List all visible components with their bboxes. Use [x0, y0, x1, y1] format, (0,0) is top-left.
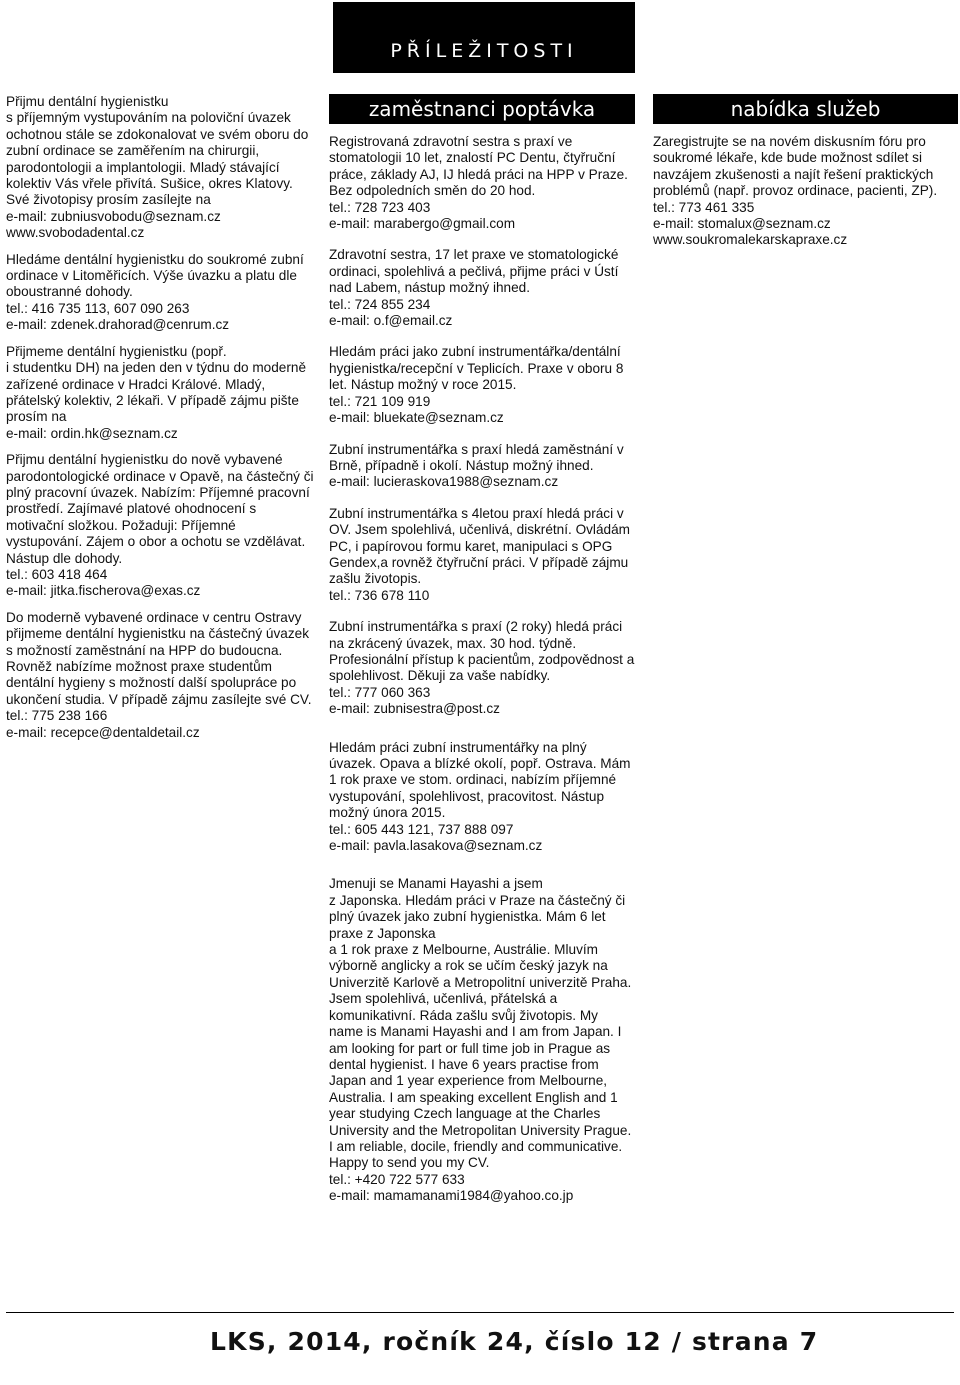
- ad-item: Zubní instrumentářka s praxí hledá zaměstnání v Brně, případně i okolí. Nástup možný ihned. e-mail: lucieraskova1988@seznam.cz: [329, 441, 624, 490]
- ad-item: Zdravotní sestra, 17 let praxe ve stomatologické ordinaci, spolehlivá a pečlivá, přijme práci v Ústí nad Labem, nástup možný ihned. tel.: 724 855 234 e-mail: o.f@email.cz: [329, 247, 619, 329]
- page-footer: LKS, 2014, ročník 24, číslo 12 / strana 7: [210, 1327, 819, 1356]
- ad-item: Hledáme dentální hygienistku do soukromé zubní ordinace v Litoměřicích. Výše úvazku a platu dle oboustranné dohody. tel.: 416 735 113, 607 090 263 e-mail: zdenek.drahorad@cenrum.cz: [6, 251, 304, 333]
- ad-item: Hledám práci jako zubní instrumentářka/dentální hygienistka/recepční v Teplicích. Praxe v oboru 8 let. Nástup možný v roce 2015. tel.: 721 109 919 e-mail: bluekate@seznam.cz: [329, 344, 624, 426]
- ad-item: Jmenuji se Manami Hayashi a jsem z Japonska. Hledám práci v Praze na částečný či plný úvazek jako zubní hygienistka. Mám 6 let praxe z Japonska a 1 rok praxe z Melbourne, Austrálie. Mluvím výborně anglicky a rok se učím český jazyk na Univerzitě Karlově a Metropolitní univerzitě Praha. Jsem spolehlivá, učenlivá, přátelská a komunikativní. Ráda zašlu svůj životopis. My name is Manami Hayashi and I am from Japan. I am looking for part or full time job in Prague as dental hygienist. I have 6 years practise from Japan and 1 year experience from Melbourne, Australia. I am speaking excellent English and 1 year studying Czech language at the Charles University and the Metropolitan University Prague. I am reliable, docile, friendly and communicative. Happy to send you my CV. tel.: +420 722 577 633 e-mail: mamamanami1984@yahoo.co.jp: [329, 876, 632, 1204]
- ad-item: Do moderně vybavené ordinace v centru Ostravy přijmeme dentální hygienistku na částečný úvazek s možností zaměstnání na HPP do budoucna. Rovněž nabízíme možnost praxe studentům dentální hygieny s možností další spolupráce po ukončení studia. V případě zájmu zasílejte své CV. tel.: 775 238 166 e-mail: recepce@dentaldetail.cz: [6, 609, 312, 740]
- section-banner: PŘÍLEŽITOSTI: [333, 2, 635, 73]
- ad-item: Zubní instrumentářka s praxí (2 roky) hledá práci na zkrácený úvazek, max. 30 hod. týdně. Profesionální přístup k pacientům, zodpovědnost a spolehlivost. Děkuji za vaše nabídky. tel.: 777 060 363 e-mail: zubnisestra@post.cz: [329, 619, 635, 717]
- column-heading: nabídka služeb: [653, 94, 958, 124]
- column-services: [653, 94, 958, 249]
- ad-item: Přijmu dentální hygienistku s příjemným vystupováním na poloviční úvazek ochotnou stále se zdokonalovat ve svém oboru do zubní ordinace se zaměřením na chirurgii, parodontologii a implantologii. Mladý stávající kolektiv Vás vřele přivítá. Sušice, okres Klatovy. Své životopisy prosím zasílejte na e-mail: zubniusvobodu@seznam.cz www.svobodadental.cz: [6, 94, 309, 241]
- column-job-seekers: [329, 94, 635, 1220]
- column-heading: zaměstnanci poptávka: [329, 94, 635, 124]
- ad-item: Registrovaná zdravotní sestra s praxí ve stomatologii 10 let, znalostí PC Dentu, čtyřruční práce, základy AJ, IJ hledá práci na HPP v Praze. Bez odpoledních směn do 20 hod. tel.: 728 723 403 e-mail: marabergo@gmail.com: [329, 134, 628, 232]
- footer-divider: [6, 1312, 954, 1313]
- ad-item: Přijmu dentální hygienistku do nově vybavené parodontologické ordinace v Opavě, na částečný či plný pracovní úvazek. Nabízím: Příjemné pracovní prostředí. Zajímavé platové ohodnocení s motivační složkou. Požaduji: Příjemné vystupování. Zájem o obor a ochotu se vzdělávat. Nástup dle dohody. tel.: 603 418 464 e-mail: jitka.fischerova@exas.cz: [6, 452, 314, 599]
- ad-item: Hledám práci zubní instrumentářky na plný úvazek. Opava a blízké okolí, popř. Ostrava. Mám 1 rok praxe ve stom. ordinaci, nabízím příjemné vystupování, spolehlivost, pracovitost. Nástup možný února 2015. tel.: 605 443 121, 737 888 097 e-mail: pavla.lasakova@seznam.cz: [329, 739, 631, 854]
- ad-item: Přijmeme dentální hygienistku (popř. i studentku DH) na jeden den v týdnu do moderně zařízené ordinace v Hradci Králové. Mladý, přátelský kolektiv, 2 lékaři. V případě zájmu pište prosím na e-mail: ordin.hk@seznam.cz: [6, 343, 307, 441]
- column-offers: [6, 94, 314, 751]
- ad-item: Zaregistrujte se na novém diskusním fóru pro soukromé lékaře, kde bude možnost sdílet si navzájem zkušenosti a najít řešení praktických problémů (např. provoz ordinace, pacienti, ZP). tel.: 773 461 335 e-mail: stomalux@seznam.cz www.soukromalekarskapraxe.cz: [653, 134, 938, 248]
- ad-item: Zubní instrumentářka s 4letou praxí hledá práci v OV. Jsem spolehlivá, učenlivá, diskrétní. Ovládám PC, i papírovou formu karet, manipulaci s OPG Gendex,a rovněž čtyřruční práci. V případě zájmu zašlu životopis. tel.: 736 678 110: [329, 505, 630, 603]
